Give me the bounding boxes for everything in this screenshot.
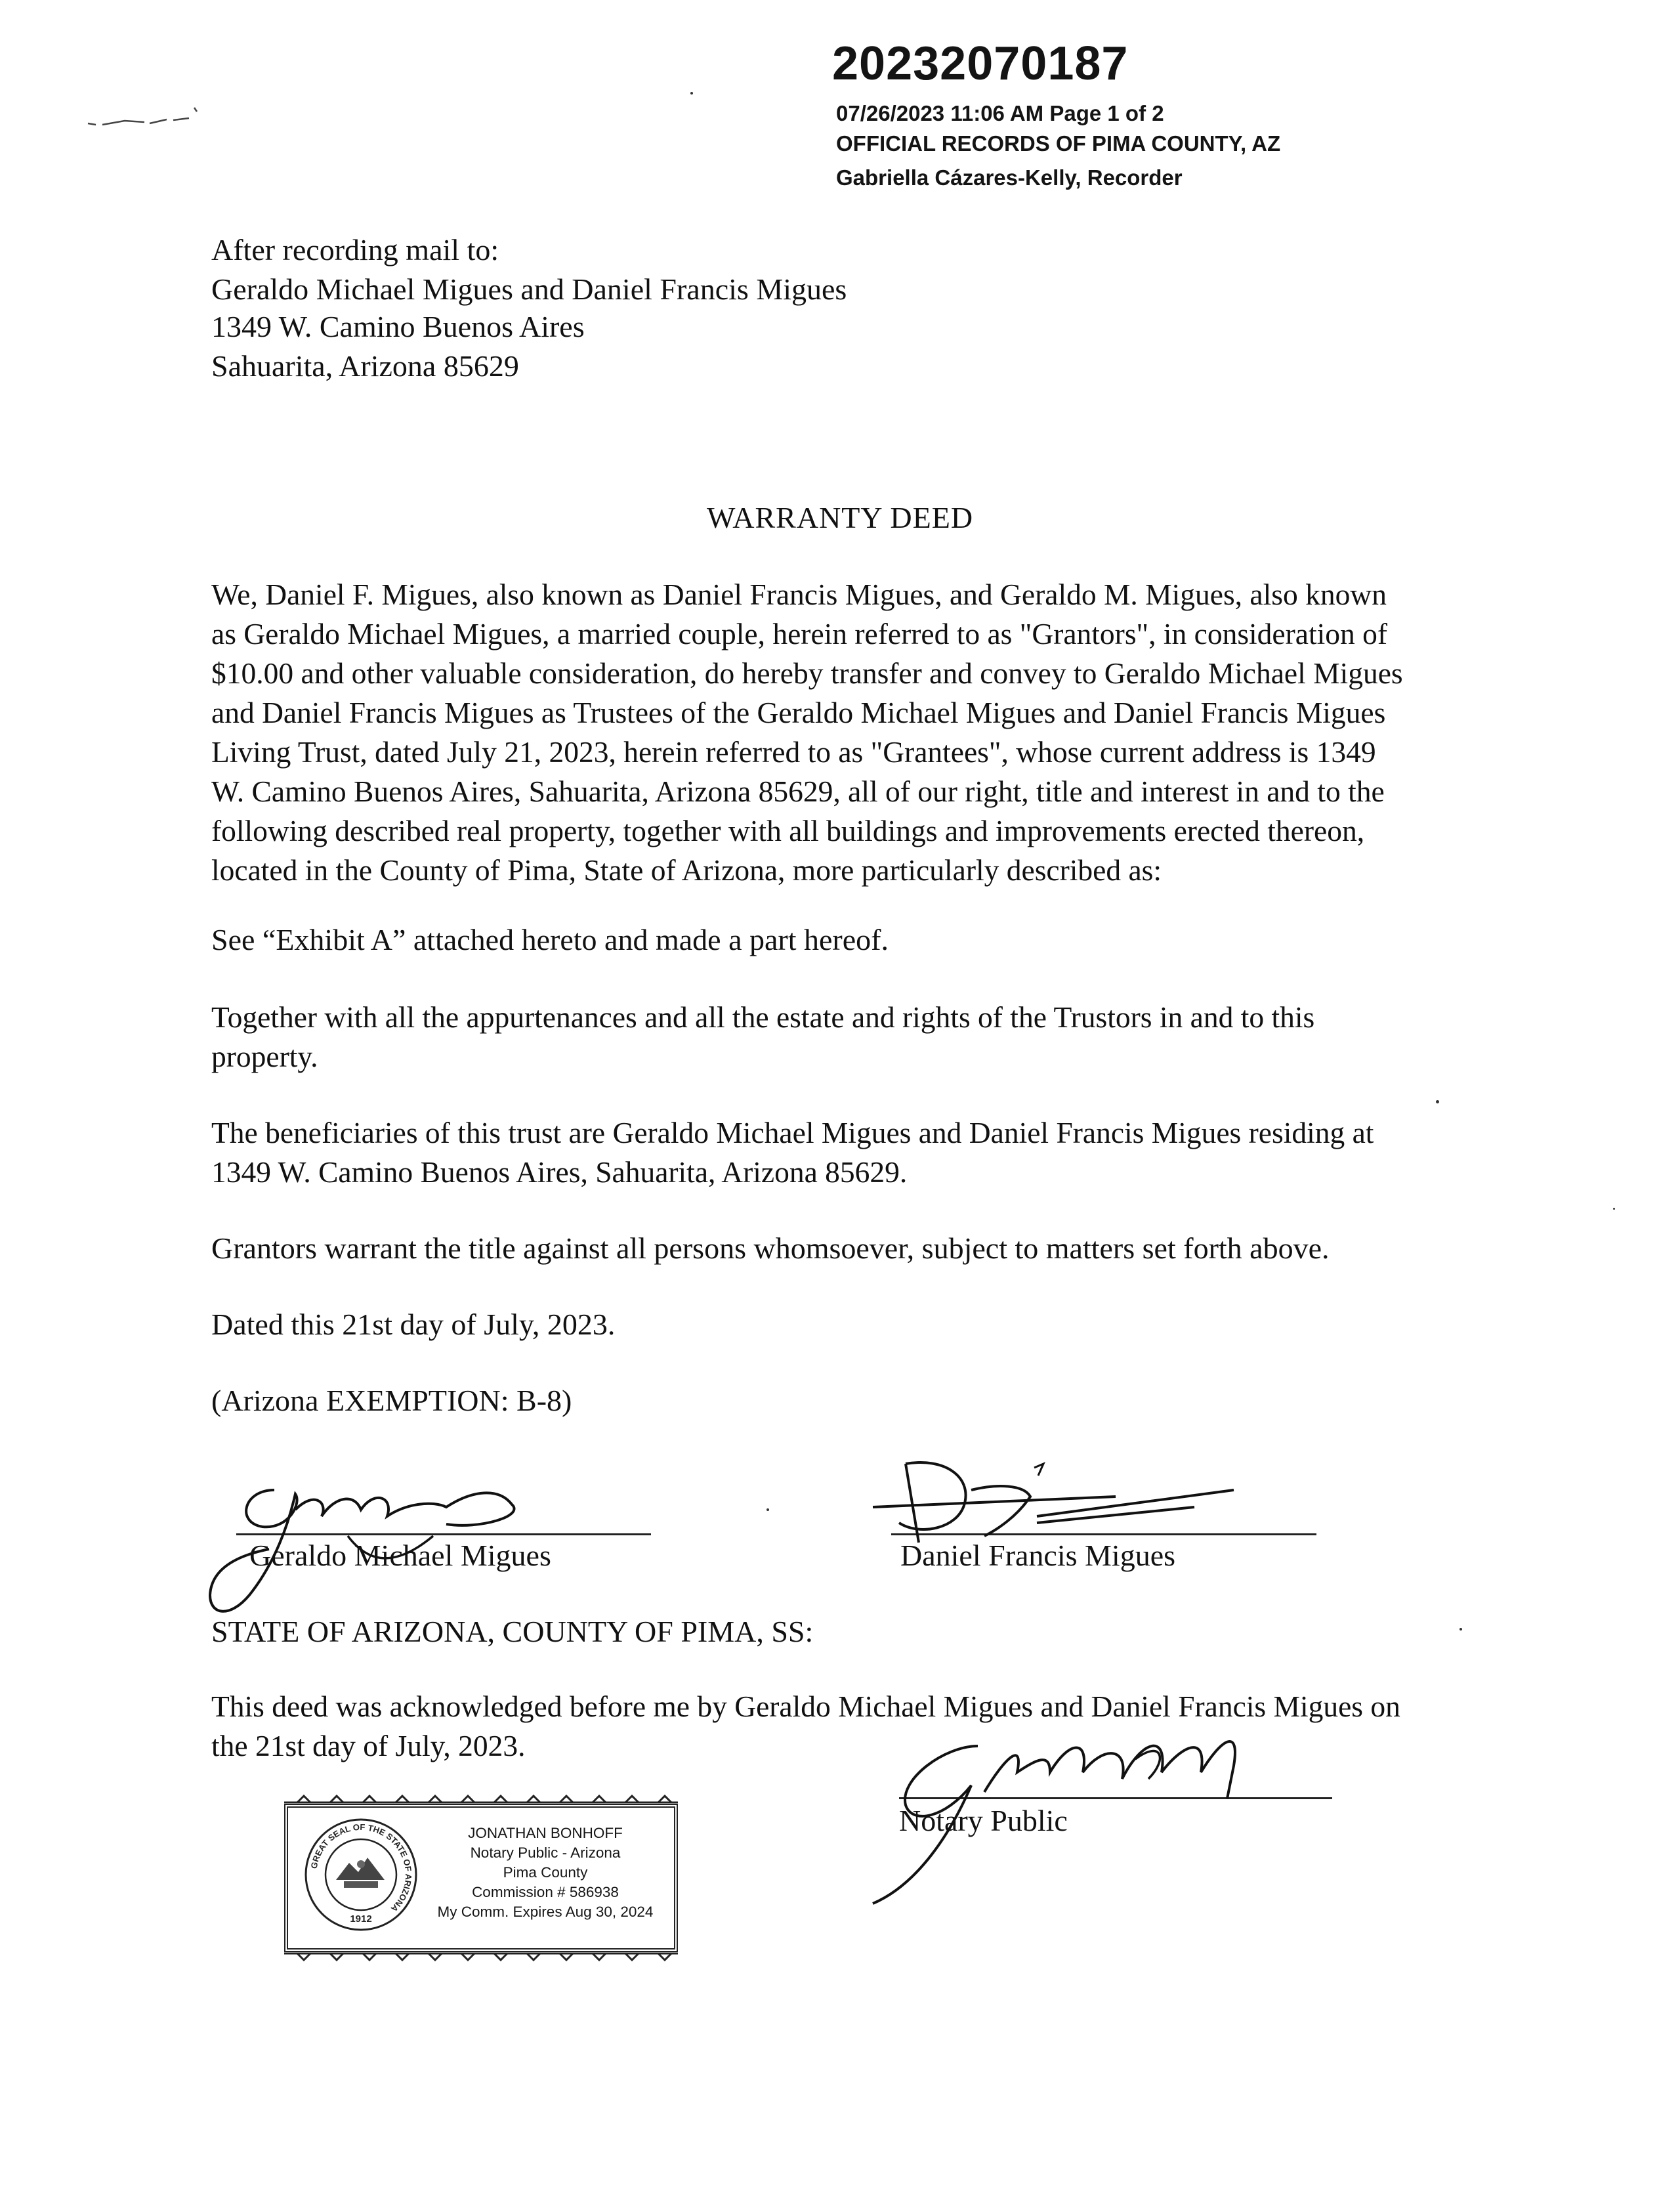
notary-public-label: Notary Public: [899, 1804, 1068, 1837]
mail-to-heading: After recording mail to:: [211, 233, 499, 266]
deed-body: [211, 575, 1498, 890]
recording-office: OFFICIAL RECORDS OF PIMA COUNTY, AZ: [836, 131, 1281, 156]
stamp-notary-name: JONATHAN BONHOFF: [468, 1825, 623, 1841]
scan-speck: [766, 1508, 769, 1511]
seal-year: 1912: [350, 1913, 372, 1925]
stamp-expiration: My Comm. Expires Aug 30, 2024: [437, 1904, 654, 1920]
body-line: and Daniel Francis Migues as Trustees of the Geraldo Michael Migues and Daniel Francis Migues: [211, 696, 1386, 729]
beneficiaries-line: The beneficiaries of this trust are Geraldo Michael Migues and Daniel Francis Migues residing at: [211, 1116, 1374, 1149]
signer-1-name: Geraldo Michael Migues: [249, 1539, 551, 1572]
body-line: W. Camino Buenos Aires, Sahuarita, Arizona 85629, all of our right, title and interest in and to the: [211, 775, 1385, 808]
recorder-name: Gabriella Cázares-Kelly, Recorder: [836, 165, 1183, 190]
appurtenances-paragraph: [211, 998, 1498, 1076]
stamp-notary-title: Notary Public - Arizona: [470, 1844, 621, 1861]
scan-speck: [690, 92, 693, 95]
warranty-statement: Grantors warrant the title against all persons whomsoever, subject to matters set forth above.: [211, 1231, 1330, 1265]
scan-mark: [84, 98, 202, 131]
signer-2-name: Daniel Francis Migues: [900, 1539, 1176, 1572]
stamp-text-block: [417, 1823, 673, 1922]
beneficiaries-line: 1349 W. Camino Buenos Aires, Sahuarita, Arizona 85629.: [211, 1155, 908, 1189]
body-line: located in the County of Pima, State of Arizona, more particularly described as:: [211, 853, 1162, 887]
mail-to-names: Geraldo Michael Migues and Daniel Francis Migues: [211, 272, 847, 306]
mail-to-city: Sahuarita, Arizona 85629: [211, 349, 519, 383]
signature-1-scrawl: [197, 1464, 604, 1621]
venue-line: STATE OF ARIZONA, COUNTY OF PIMA, SS:: [211, 1615, 814, 1648]
acknowledgment-line: This deed was acknowledged before me by Geraldo Michael Migues and Daniel Francis Migues on: [211, 1690, 1400, 1723]
scan-speck: [1613, 1208, 1615, 1210]
body-line: following described real property, together with all buildings and improvements erected thereon,: [211, 814, 1365, 847]
dated-line: Dated this 21st day of July, 2023.: [211, 1308, 616, 1341]
scan-speck: [1436, 1100, 1439, 1103]
seal-ring-text: GREAT SEAL OF THE STATE OF ARIZONA: [308, 1822, 414, 1914]
stamp-top-border: [284, 1795, 678, 1804]
stamp-county: Pima County: [503, 1864, 588, 1881]
body-line: We, Daniel F. Migues, also known as Daniel Francis Migues, and Geraldo M. Migues, also known: [211, 578, 1387, 611]
body-line: as Geraldo Michael Migues, a married couple, herein referred to as "Grantors", in consideration of: [211, 617, 1388, 650]
deed-title: WARRANTY DEED: [706, 501, 974, 534]
notary-signature-scrawl: [853, 1720, 1299, 1917]
signature-2-scrawl: [866, 1444, 1260, 1569]
appurtenances-line: property.: [211, 1040, 318, 1073]
recording-datetime-page: 07/26/2023 11:06 AM Page 1 of 2: [836, 101, 1164, 125]
exemption-line: (Arizona EXEMPTION: B-8): [211, 1384, 572, 1417]
acknowledgment-line: the 21st day of July, 2023.: [211, 1729, 526, 1762]
recording-number: 20232070187: [832, 37, 1129, 90]
stamp-bottom-border: [284, 1952, 678, 1961]
exhibit-reference: See “Exhibit A” attached hereto and made a part hereof.: [211, 923, 889, 956]
body-line: $10.00 and other valuable consideration, do hereby transfer and convey to Geraldo Michael Migues: [211, 656, 1403, 690]
beneficiaries-paragraph: [211, 1113, 1498, 1192]
appurtenances-line: Together with all the appurtenances and all the estate and rights of the Trustors in and to this: [211, 1000, 1315, 1034]
stamp-commission: Commission # 586938: [472, 1884, 619, 1900]
arizona-seal-icon: [303, 1817, 419, 1932]
body-line: Living Trust, dated July 21, 2023, herein referred to as "Grantees", whose current address is 1349: [211, 735, 1376, 769]
mail-to-street: 1349 W. Camino Buenos Aires: [211, 310, 585, 343]
scan-speck: [1460, 1628, 1462, 1630]
